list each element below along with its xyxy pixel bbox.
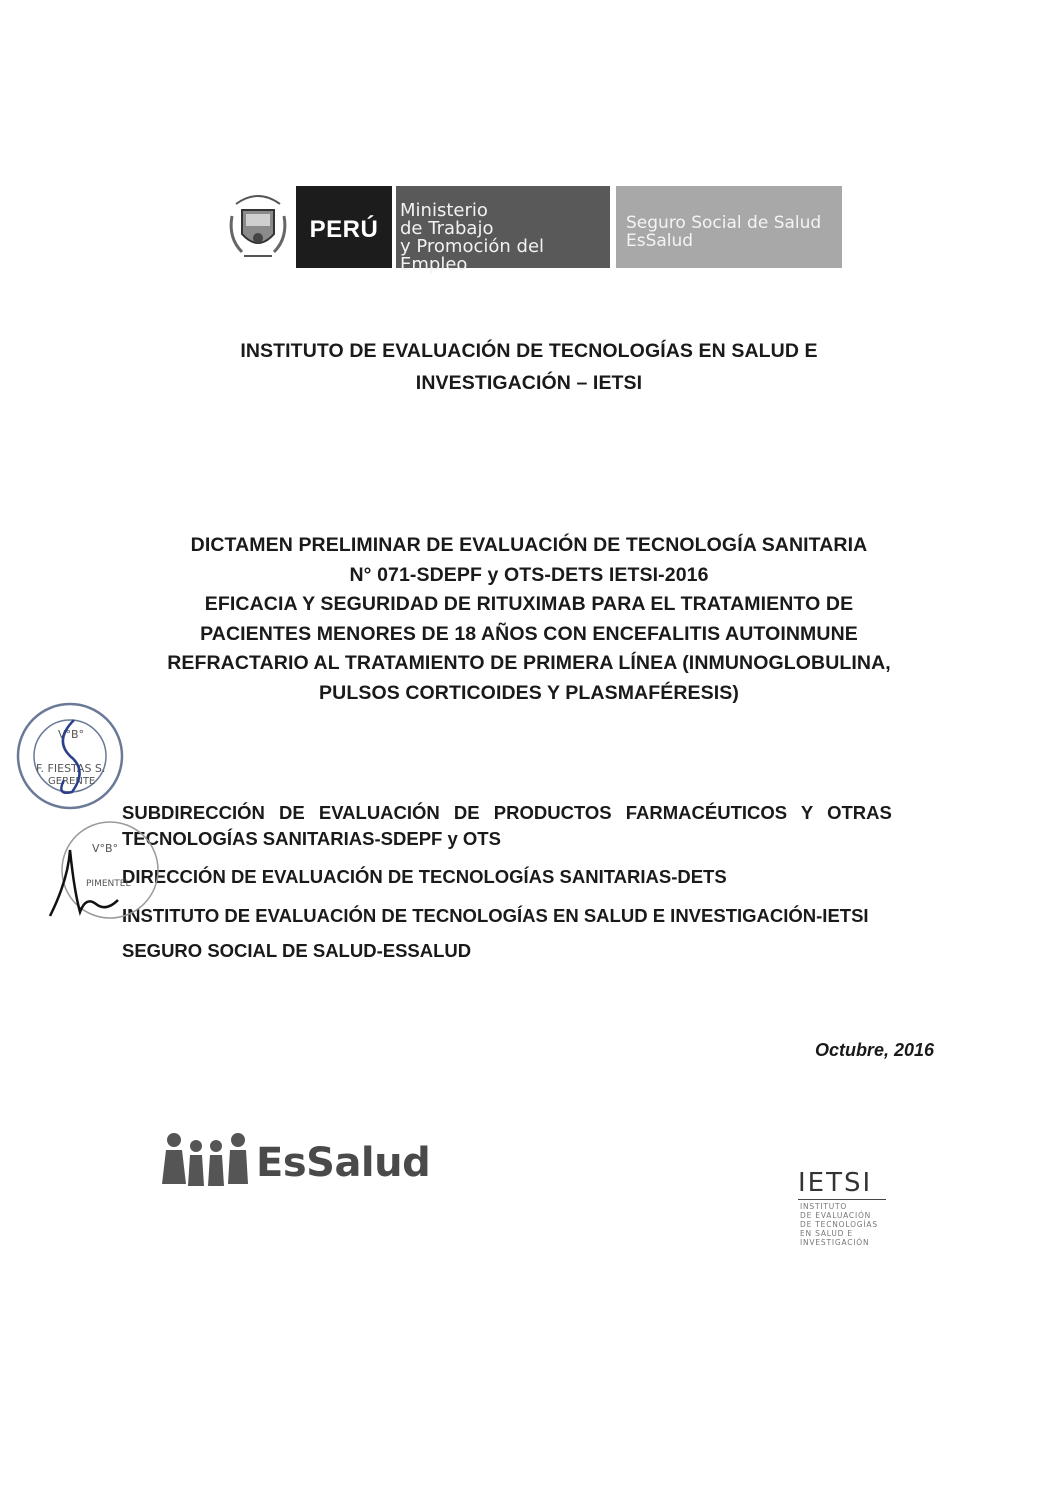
ministry-line: de Trabajo [400, 218, 494, 239]
unit-line: SUBDIRECCIÓN DE EVALUACIÓN DE PRODUCTOS FARMACÉUTICOS Y OTRAS [122, 802, 892, 823]
family-figures-icon [160, 1128, 252, 1198]
institute-title-line: INVESTIGACIÓN – IETSI [415, 372, 643, 394]
unit-line: SEGURO SOCIAL DE SALUD-ESSALUD [122, 940, 472, 961]
dictamen-line: PULSOS CORTICOIDES Y PLASMAFÉRESIS) [319, 682, 739, 704]
essalud-line: Seguro Social de Salud [626, 213, 822, 233]
ietsi-subtitle-line: DE EVALUACIÓN [800, 1211, 872, 1220]
ietsi-subtitle-line: EN SALUD E [800, 1229, 853, 1238]
unit-line: INSTITUTO DE EVALUACIÓN DE TECNOLOGÍAS EN SALUD E INVESTIGACIÓN-IETSI [122, 905, 869, 926]
unit-line: TECNOLOGÍAS SANITARIAS-SDEPF y OTS [122, 828, 501, 849]
essalud-logo-text: EsSalud [256, 1140, 431, 1186]
essalud-label-box [616, 186, 842, 268]
institute-title-line: INSTITUTO DE EVALUACIÓN DE TECNOLOGÍAS EN SALUD E [240, 340, 818, 362]
peru-label: PERÚ [309, 216, 379, 243]
dictamen-line: EFICACIA Y SEGURIDAD DE RITUXIMAB PARA EL TRATAMIENTO DE [204, 593, 854, 615]
approval-stamp-2 [40, 820, 164, 924]
ietsi-logo-text: IETSI [798, 1168, 873, 1198]
ietsi-footer-logo [796, 1168, 906, 1258]
coat-of-arms-icon [226, 186, 290, 268]
government-header [226, 186, 842, 275]
ietsi-subtitle-line: DE TECNOLOGÍAS [800, 1220, 878, 1229]
dictamen-line: PACIENTES MENORES DE 18 AÑOS CON ENCEFALITIS AUTOINMUNE [200, 623, 858, 645]
stamp-name: F. FIESTAS S. [36, 762, 106, 775]
peru-label-box [296, 186, 392, 268]
ietsi-logo-divider [798, 1199, 886, 1200]
essalud-line: EsSalud [626, 231, 694, 251]
dictamen-line: N° 071-SDEPF y OTS-DETS IETSI-2016 [349, 564, 709, 586]
approval-stamp-1 [14, 700, 126, 812]
stamp-name: PIMENTEL [86, 879, 131, 889]
dictamen-line: REFRACTARIO AL TRATAMIENTO DE PRIMERA LÍNEA (INMUNOGLOBULINA, [167, 652, 891, 674]
essalud-footer-logo [160, 1128, 440, 1198]
ministry-label-box [396, 186, 610, 275]
ministry-line: Ministerio [400, 200, 488, 221]
ministry-line: y Promoción del Empleo [400, 236, 545, 275]
ietsi-subtitle-line: INVESTIGACIÓN [800, 1238, 870, 1247]
stamp-vb: V°B° [92, 842, 119, 855]
stamp-role: GERENTE [48, 776, 96, 787]
dictamen-line: DICTAMEN PRELIMINAR DE EVALUACIÓN DE TECNOLOGÍA SANITARIA [190, 534, 868, 556]
unit-line: DIRECCIÓN DE EVALUACIÓN DE TECNOLOGÍAS SANITARIAS-DETS [122, 866, 727, 887]
ietsi-subtitle-line: INSTITUTO [800, 1202, 848, 1211]
document-date: Octubre, 2016 [814, 1040, 934, 1060]
stamp-vb: V°B° [58, 728, 85, 741]
